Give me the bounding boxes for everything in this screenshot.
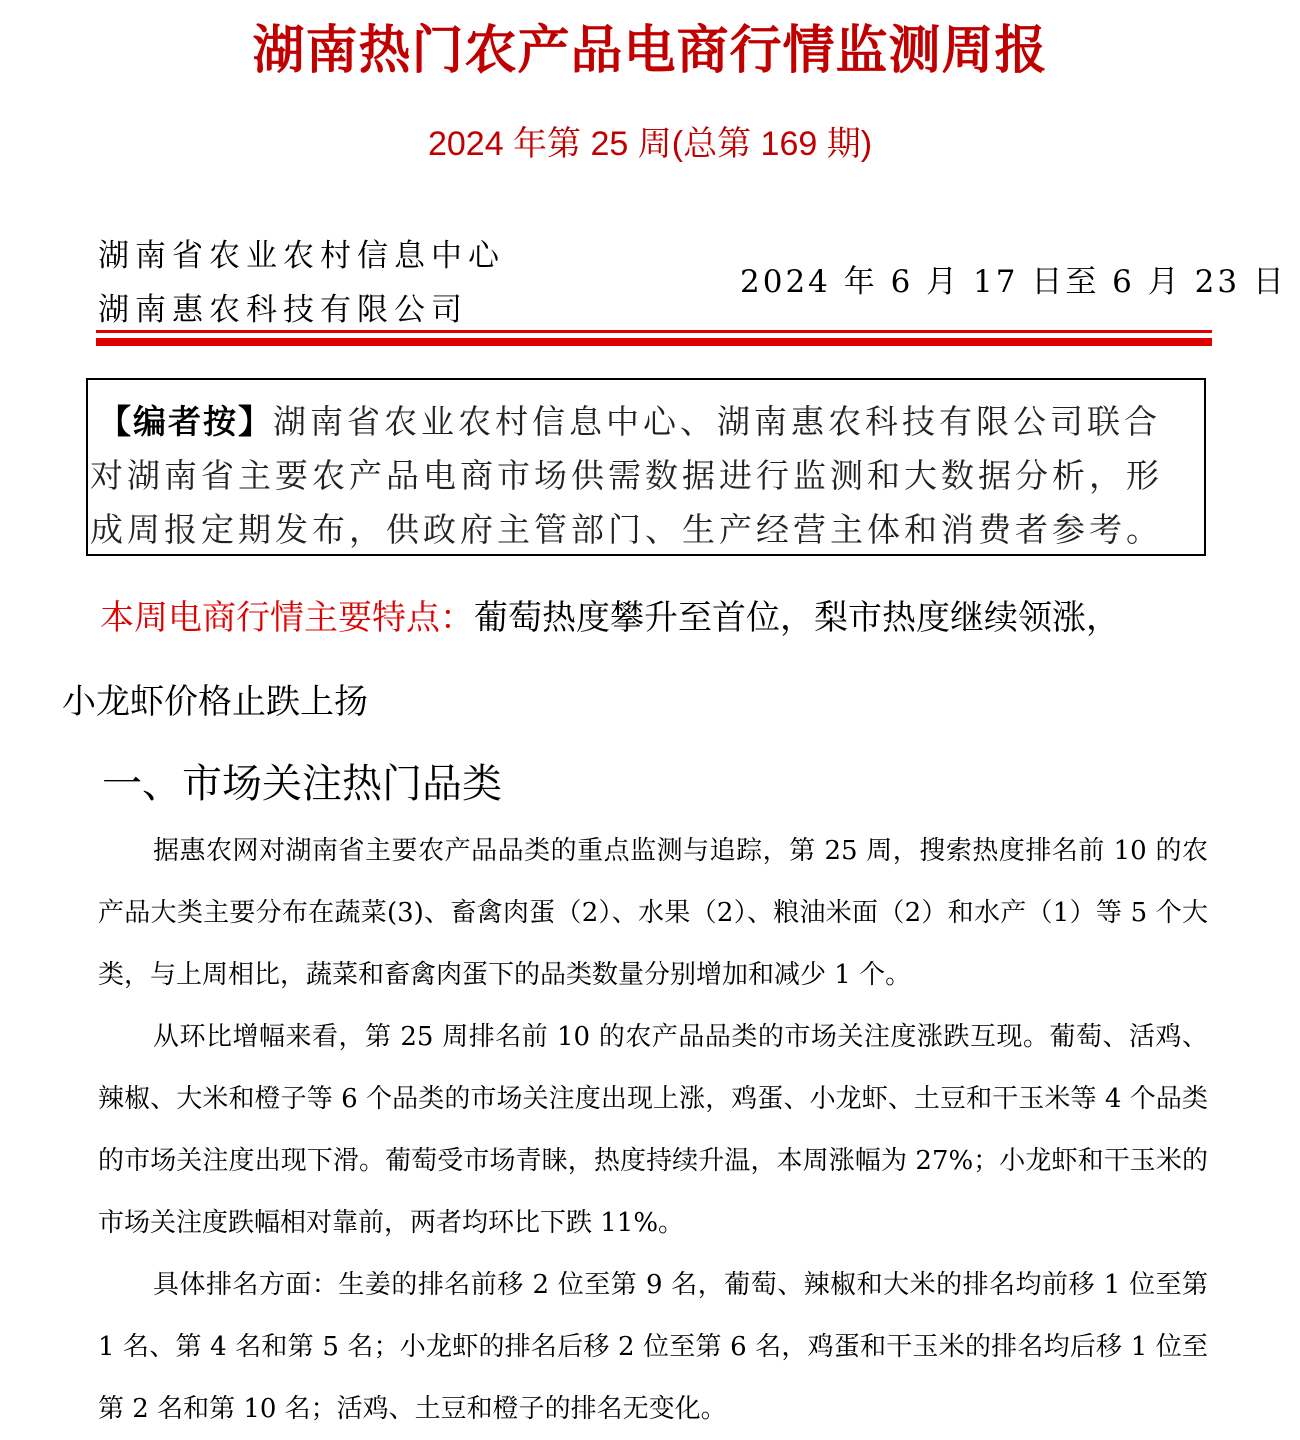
features-line-1: 本周电商行情主要特点：葡萄热度攀升至首位，梨市热度继续领涨，	[100, 598, 1120, 638]
features-label: 本周电商行情主要特点：	[100, 598, 474, 638]
section-body	[98, 820, 1208, 1440]
paragraph-3: 具体排名方面：生姜的排名前移 2 位至第 9 名，葡萄、辣椒和大米的排名均前移 1 位至第 1 名、第 4 名和第 5 名；小龙虾的排名后移 2 位至第 6 名，鸡蛋和干玉米的排名均后移 1 位至第 2 名和第 10 名；活鸡、土豆和橙子的排名无变化。	[98, 1270, 1208, 1424]
features-line-2: 小龙虾价格止跌上扬	[62, 682, 368, 722]
editor-note-line-2: 对湖南省主要农产品电商市场供需数据进行监测和大数据分析，形	[90, 456, 1163, 495]
org-name-2: 湖南惠农科技有限公司	[98, 292, 468, 328]
org-name-1: 湖南省农业农村信息中心	[98, 238, 505, 274]
paragraph-2: 从环比增幅来看，第 25 周排名前 10 的农产品品类的市场关注度涨跌互现。葡萄、活鸡、辣椒、大米和橙子等 6 个品类的市场关注度出现上涨，鸡蛋、小龙虾、土豆和干玉米等 4 个品类的市场关注度出现下滑。葡萄受市场青睐，热度持续升温，本周涨幅为 27%；小龙虾和干玉米的市场关注度跌幅相对靠前，两者均环比下跌 11%。	[98, 1022, 1208, 1238]
paragraph-1: 据惠农网对湖南省主要农产品品类的重点监测与追踪，第 25 周，搜索热度排名前 10 的农产品大类主要分布在蔬菜(3)、畜禽肉蛋（2）、水果（2）、粮油米面（2）和水产（1）等 5 个大类，与上周相比，蔬菜和畜禽肉蛋下的品类数量分别增加和减少 1 个。	[98, 836, 1208, 990]
section-heading: 一、市场关注热门品类	[102, 761, 502, 807]
report-issue: 2024 年第 25 周(总第 169 期)	[427, 125, 873, 163]
header-rule-thin	[96, 330, 1212, 333]
header-rule-thick	[96, 338, 1212, 346]
editor-note-line-1: 【编者按】湖南省农业农村信息中心、湖南惠农科技有限公司联合	[98, 402, 1161, 441]
editor-note-line-3: 成周报定期发布，供政府主管部门、生产经营主体和消费者参考。	[90, 510, 1163, 549]
date-range: 2024 年 6 月 17 日至 6 月 23 日	[740, 264, 1287, 300]
editor-note-label: 【编者按】	[98, 402, 273, 441]
report-title: 湖南热门农产品电商行情监测周报	[252, 21, 1048, 81]
